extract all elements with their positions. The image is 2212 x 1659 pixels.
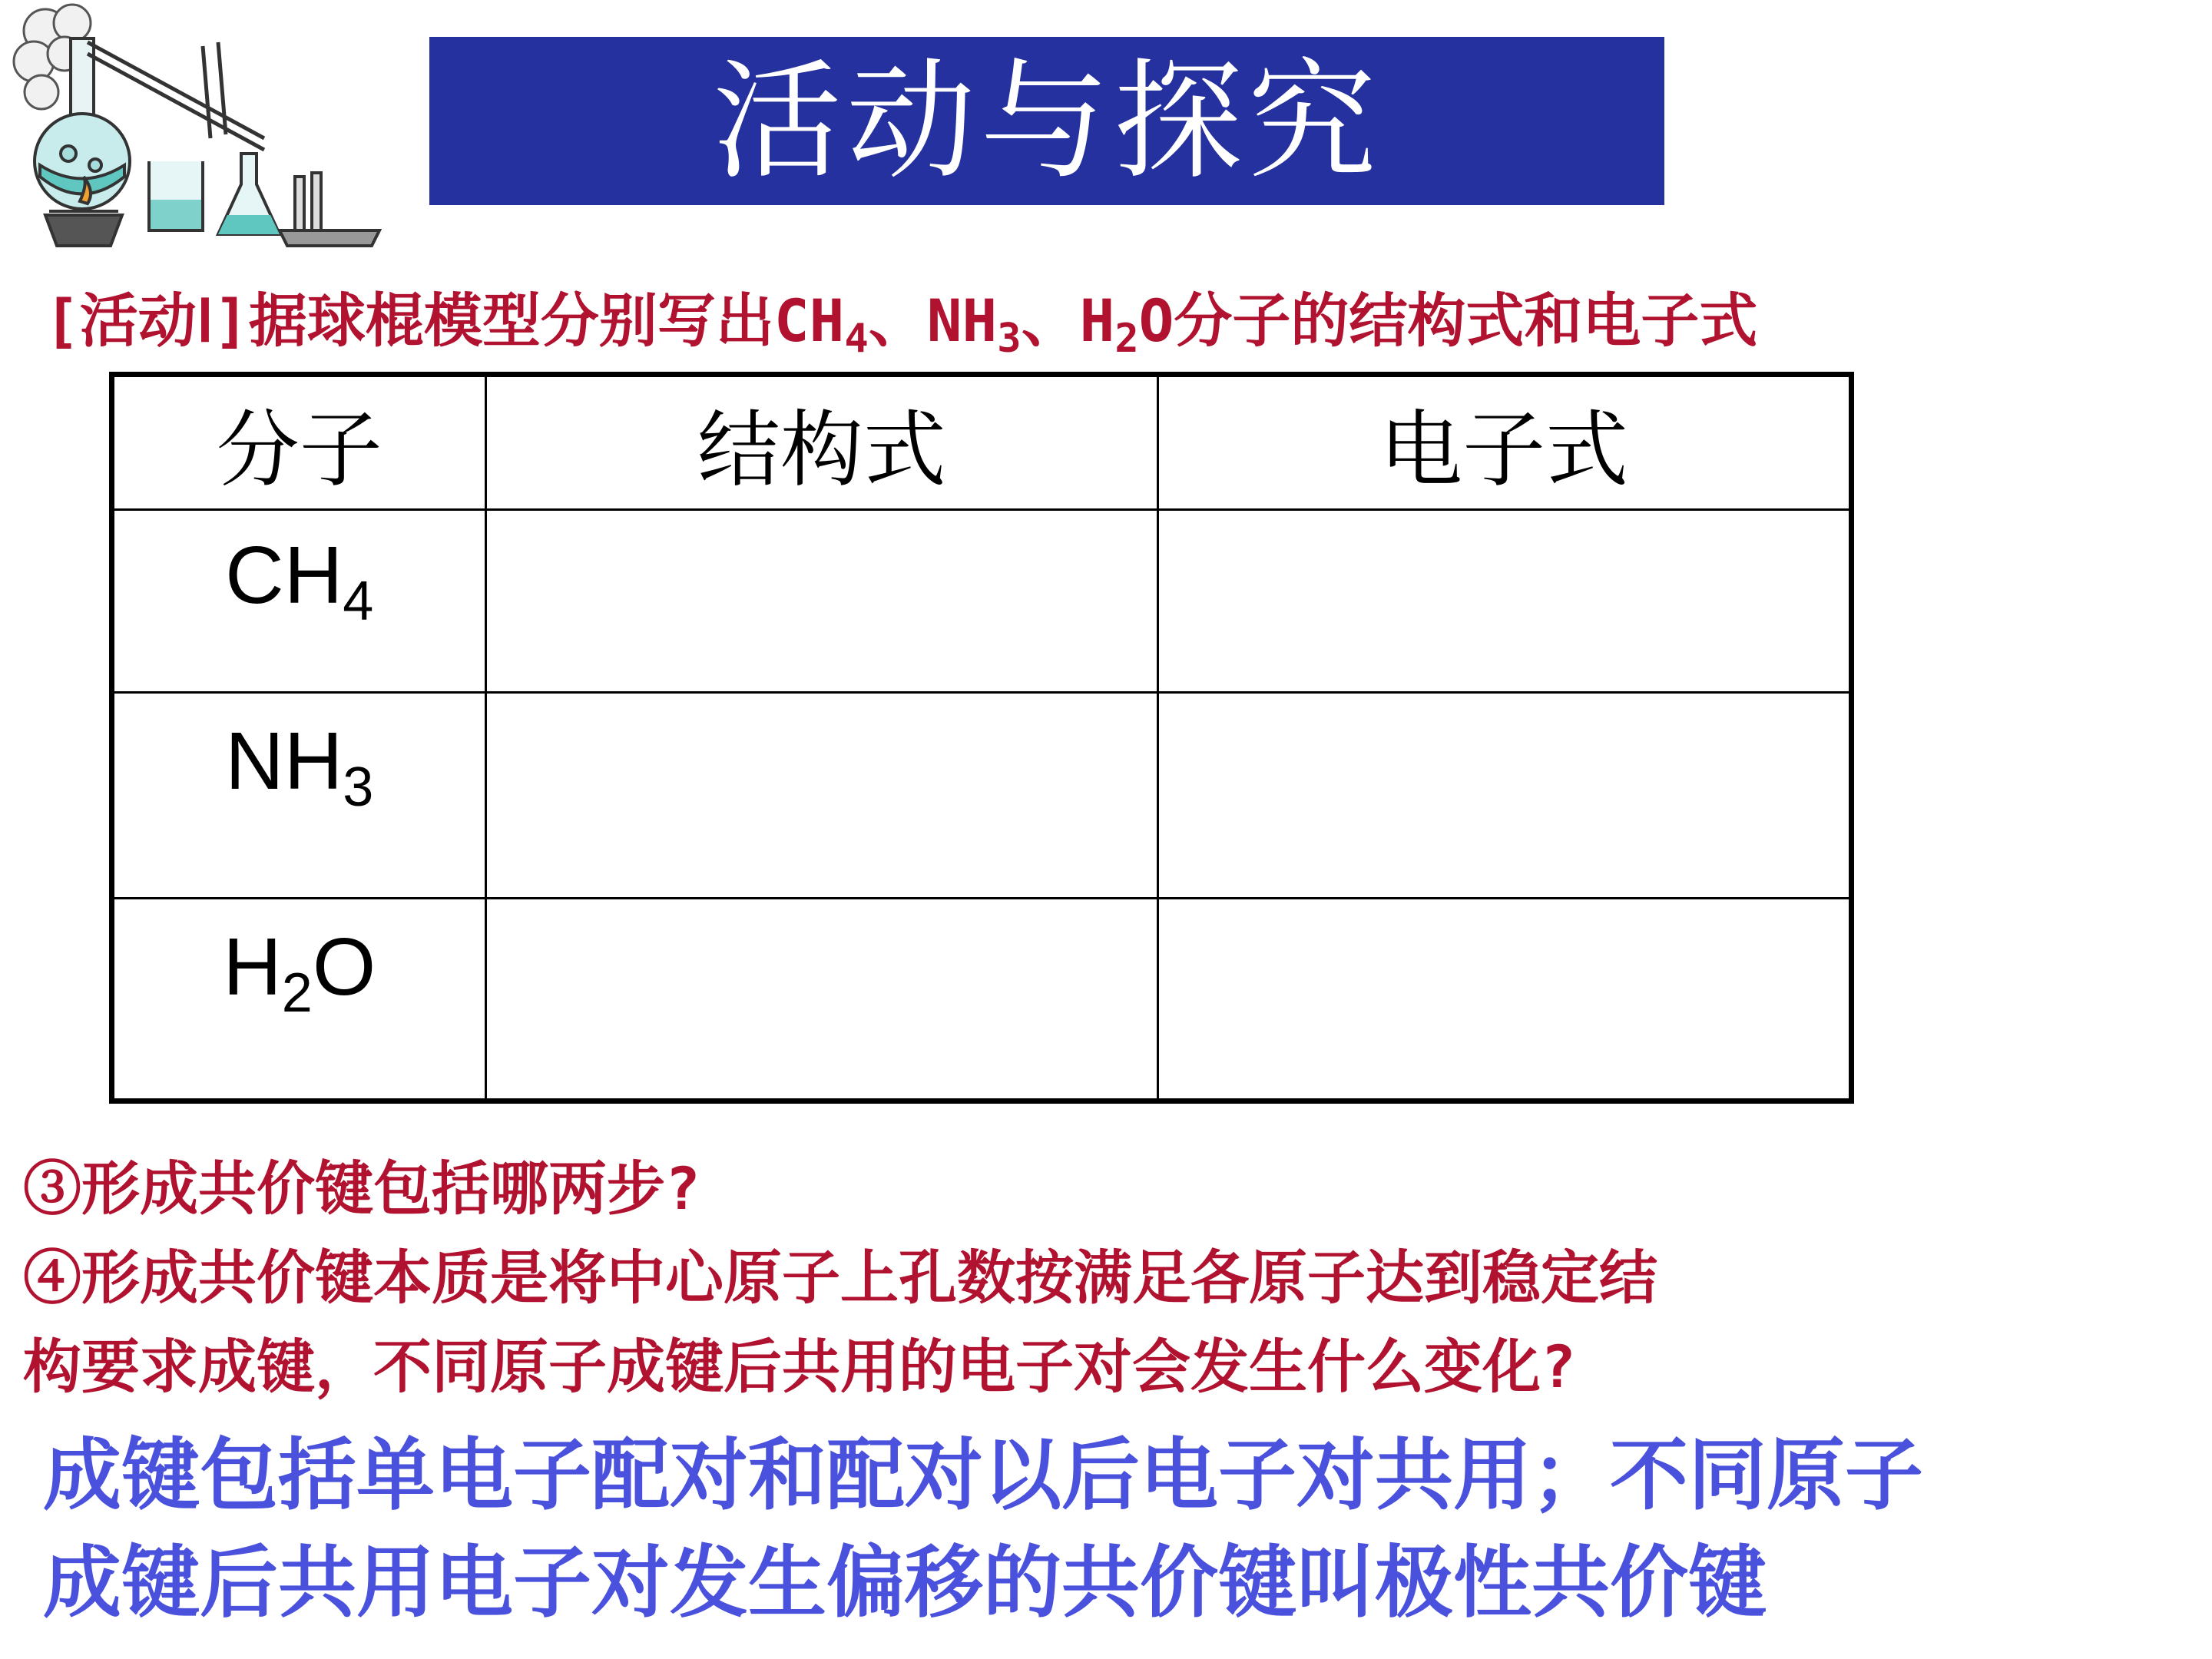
structural-formula-cell[interactable] <box>485 510 1158 693</box>
activity-sub-3: 3 <box>997 316 1022 362</box>
test-tube-rack-icon <box>280 173 379 246</box>
activity-sub-4: 4 <box>844 316 869 362</box>
question-3: ③形成共价键包括哪两步? <box>23 1154 700 1223</box>
answer-text <box>43 1422 1923 1637</box>
page-title: 活动与探究 <box>713 45 1381 197</box>
beaker-icon <box>149 161 203 230</box>
table-row <box>112 693 1852 899</box>
electron-formula-cell[interactable] <box>1158 693 1852 899</box>
molecule-table <box>109 372 1854 1104</box>
activity-instruction <box>45 283 1758 362</box>
structural-formula-cell[interactable] <box>485 899 1158 1101</box>
electron-formula-cell[interactable] <box>1158 510 1852 693</box>
electron-formula-cell[interactable] <box>1158 899 1852 1101</box>
table-header-row <box>112 375 1852 510</box>
activity-sub-2: 2 <box>1114 316 1139 362</box>
question-4-line-1: ④形成共价键本质是将中心原子上孔数按满足各原子达到稳定结 <box>23 1243 1657 1312</box>
structural-formula-cell[interactable] <box>485 693 1158 899</box>
table-row <box>112 899 1852 1101</box>
erlenmeyer-flask-icon <box>218 154 280 234</box>
answer-line-1: 成键包括单电子配对和配对以后电子对共用；不同原子 <box>43 1430 1923 1522</box>
activity-prefix: [活动Ⅰ]据球棍模型分别写出CH <box>45 286 845 355</box>
activity-h: 、H <box>1021 286 1115 355</box>
header-electron-formula: 电子式 <box>1158 375 1852 510</box>
question-4-line-2: 构要求成键，不同原子成键后共用的电子对会发生什么变化? <box>23 1333 1576 1401</box>
table-row <box>112 510 1852 693</box>
molecule-ch4: $CH_4$ <box>112 510 486 693</box>
title-banner <box>429 37 1664 205</box>
header-structural-formula: 结构式 <box>485 375 1158 510</box>
header-molecule: 分子 <box>112 375 486 510</box>
molecule-nh3: $NH_3$ <box>112 693 486 899</box>
molecule-h2o: $H_2O$ <box>112 899 486 1101</box>
answer-line-2: 成键后共用电子对发生偏移的共价键叫极性共价键 <box>43 1538 1767 1629</box>
activity-nh: 、NH <box>868 286 998 355</box>
lab-apparatus-illustration <box>11 0 395 253</box>
activity-suffix: O分子的结构式和电子式 <box>1138 286 1758 355</box>
